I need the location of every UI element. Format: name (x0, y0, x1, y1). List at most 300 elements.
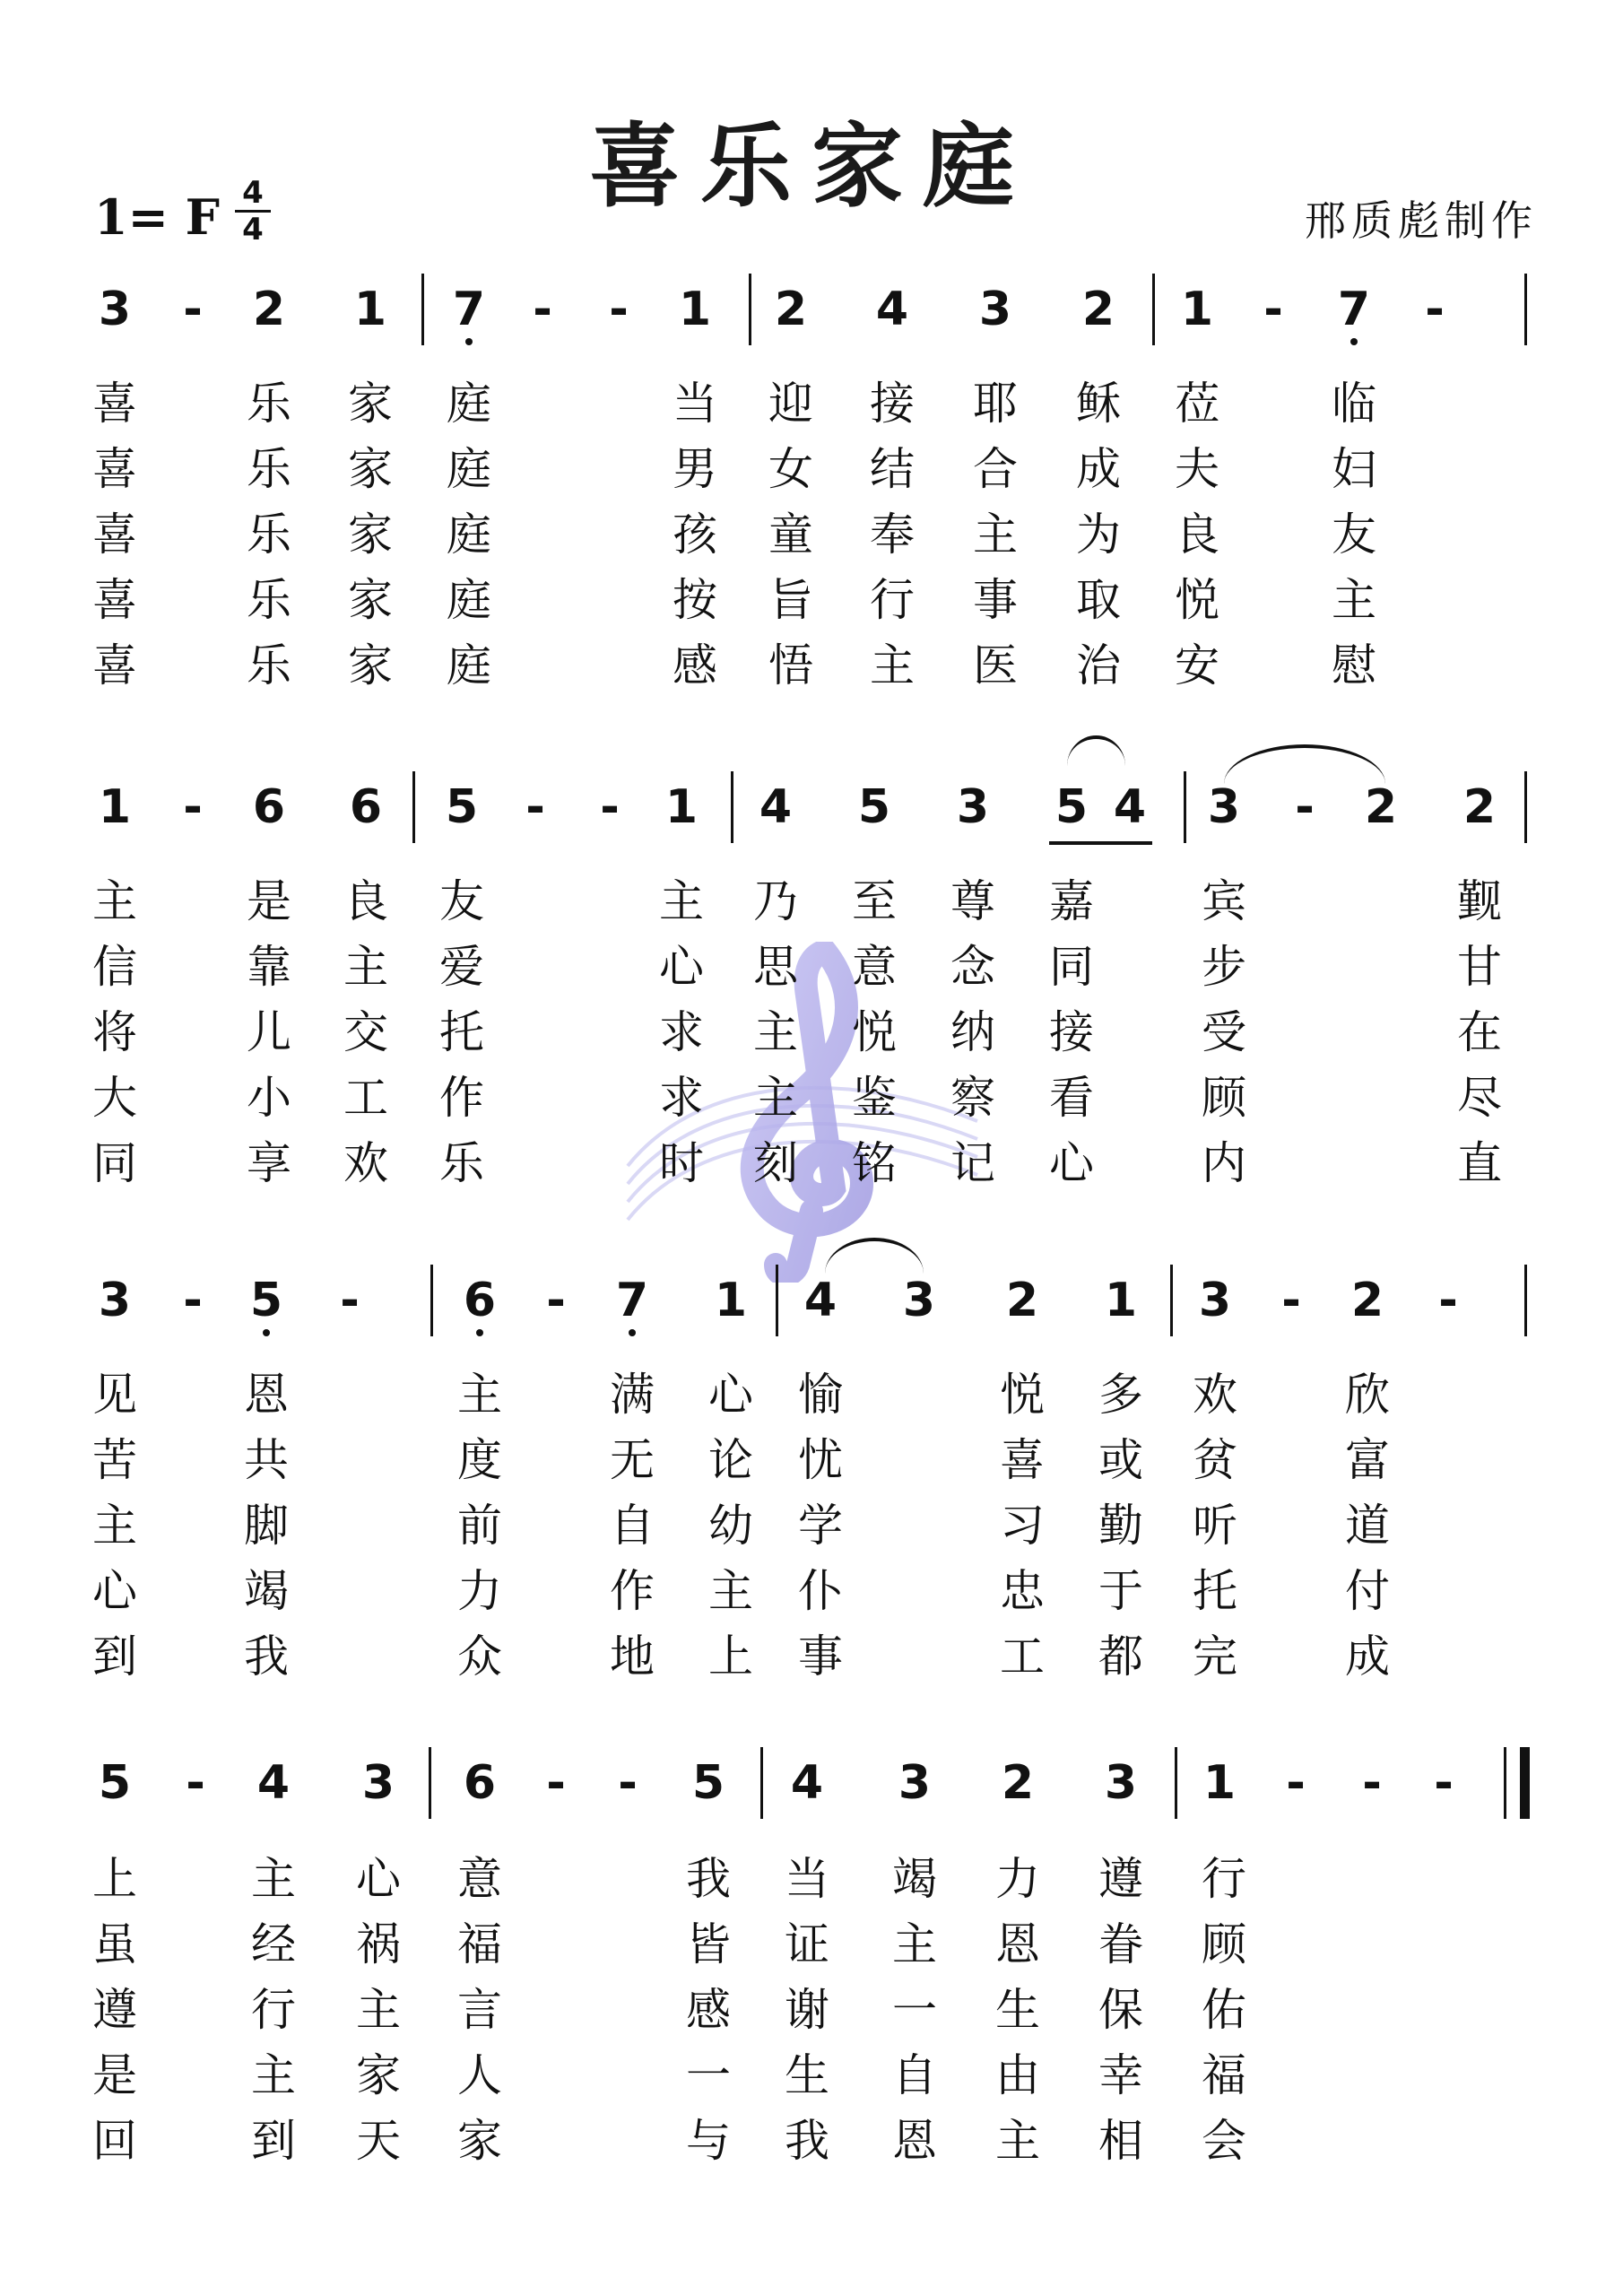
note-row (0, 1747, 1623, 1828)
lyric-char: 至 (852, 875, 897, 927)
note: 4 (875, 283, 909, 336)
lyric-char: 当 (785, 1853, 829, 1905)
lyric-char: 莅 (1175, 378, 1219, 430)
lyric-char: 悦 (1000, 1369, 1045, 1421)
lyric-char: 富 (1345, 1434, 1390, 1486)
dash-note: - (1434, 1756, 1454, 1810)
lyric-char: 行 (251, 1984, 296, 2036)
lyric-char: 言 (457, 1984, 502, 2036)
barline (1524, 771, 1527, 843)
lyric-char: 度 (457, 1434, 502, 1486)
lyric-char: 察 (950, 1072, 995, 1124)
lyric-char: 乐 (439, 1137, 484, 1189)
note: 5 (1055, 780, 1089, 834)
lyric-char: 心 (356, 1853, 401, 1905)
lyric-char: 无 (610, 1434, 655, 1486)
lyric-char: 前 (457, 1500, 502, 1552)
note: 3 (98, 1274, 132, 1327)
lyric-char: 苦 (92, 1434, 137, 1486)
barline (776, 1265, 778, 1336)
note: 3 (98, 283, 132, 336)
barline (1184, 771, 1186, 843)
note: 2 (1364, 780, 1398, 834)
lyric-char: 求 (659, 1006, 704, 1058)
lyric-char: 合 (973, 443, 1018, 495)
lyric-char: 喜 (92, 574, 137, 626)
lyric-char: 接 (1049, 1006, 1094, 1058)
lyric-char: 看 (1049, 1072, 1094, 1124)
lyric-char: 靠 (247, 941, 291, 993)
lyric-char: 良 (343, 875, 388, 927)
note: 4 (759, 780, 793, 834)
lyric-char: 力 (995, 1853, 1040, 1905)
lyric-char: 奉 (870, 509, 915, 561)
lyric-char: 满 (610, 1369, 655, 1421)
note: 5 (857, 780, 891, 834)
lyric-char: 论 (708, 1434, 753, 1486)
note: 2 (1005, 1274, 1039, 1327)
lyric-char: 乐 (247, 509, 291, 561)
lyric-char: 工 (1000, 1631, 1045, 1683)
note: 5 (445, 780, 479, 834)
lyric-char: 经 (251, 1918, 296, 1970)
lyric-char: 庭 (447, 443, 491, 495)
octave-dot (1350, 338, 1358, 345)
lyric-char: 家 (348, 574, 393, 626)
lyric-char: 家 (348, 509, 393, 561)
lyric-char: 心 (708, 1369, 753, 1421)
lyric-char: 求 (659, 1072, 704, 1124)
lyric-char: 将 (92, 1006, 137, 1058)
lyric-char: 男 (673, 443, 717, 495)
lyric-char: 儿 (247, 1006, 291, 1058)
lyric-char: 习 (1000, 1500, 1045, 1552)
lyric-char: 是 (247, 875, 291, 927)
lyric-char: 感 (686, 1984, 731, 2036)
note: 5 (98, 1756, 132, 1810)
dash-note: - (546, 1274, 566, 1327)
dash-note: - (1438, 1274, 1458, 1327)
lyric-char: 托 (439, 1006, 484, 1058)
lyric-char: 保 (1098, 1984, 1143, 2036)
lyric-char: 友 (439, 875, 484, 927)
dash-note: - (618, 1756, 638, 1810)
note: 3 (361, 1756, 395, 1810)
slur (1224, 744, 1385, 784)
lyric-char: 孩 (673, 509, 717, 561)
lyric-char: 友 (1332, 509, 1376, 561)
note: 3 (1198, 1274, 1232, 1327)
lyric-char: 遵 (92, 1984, 137, 2036)
author-credit: 邢质彪制作 (1305, 196, 1538, 245)
lyric-char: 证 (785, 1918, 829, 1970)
lyric-char: 勤 (1098, 1500, 1143, 1552)
lyric-char: 完 (1193, 1631, 1237, 1683)
barline (1170, 1265, 1173, 1336)
lyric-char: 甘 (1457, 941, 1502, 993)
lyric-char: 与 (686, 2115, 731, 2167)
lyric-char: 相 (1098, 2115, 1143, 2167)
lyric-char: 祸 (356, 1918, 401, 1970)
note: 5 (691, 1756, 725, 1810)
note: 1 (1180, 283, 1214, 336)
lyric-char: 记 (950, 1137, 995, 1189)
lyric-char: 忧 (798, 1434, 843, 1486)
lyric-char: 事 (973, 574, 1018, 626)
lyric-char: 同 (92, 1137, 137, 1189)
note: 6 (349, 780, 383, 834)
lyric-char: 到 (251, 2115, 296, 2167)
lyric-char: 作 (439, 1072, 484, 1124)
lyric-char: 旨 (768, 574, 813, 626)
lyric-char: 主 (356, 1984, 401, 2036)
lyric-char: 一 (686, 2049, 731, 2101)
lyric-char: 家 (356, 2049, 401, 2101)
lyric-char: 喜 (92, 639, 137, 691)
lyric-char: 心 (659, 941, 704, 993)
lyric-char: 嘉 (1049, 875, 1094, 927)
lyric-char: 工 (343, 1072, 388, 1124)
lyric-char: 心 (1049, 1137, 1094, 1189)
final-barline-thin (1504, 1747, 1506, 1819)
octave-dot (629, 1329, 636, 1336)
barline (430, 1265, 433, 1336)
lyric-char: 顾 (1202, 1072, 1246, 1124)
lyric-char: 听 (1193, 1500, 1237, 1552)
lyric-char: 妇 (1332, 443, 1376, 495)
lyric-char: 于 (1098, 1565, 1143, 1617)
lyric-char: 欢 (343, 1137, 388, 1189)
lyric-char: 家 (348, 443, 393, 495)
barline (1524, 1265, 1527, 1336)
lyric-char: 接 (870, 378, 915, 430)
lyric-char: 恩 (892, 2115, 937, 2167)
lyric-char: 上 (708, 1631, 753, 1683)
lyric-char: 自 (892, 2049, 937, 2101)
lyric-char: 幸 (1098, 2049, 1143, 2101)
lyric-char: 竭 (892, 1853, 937, 1905)
lyric-char: 庭 (447, 509, 491, 561)
lyric-char: 见 (92, 1369, 137, 1421)
lyric-char: 主 (457, 1369, 502, 1421)
lyric-char: 步 (1202, 941, 1246, 993)
dash-note: - (546, 1756, 566, 1810)
dash-note: - (533, 283, 552, 336)
lyric-char: 按 (673, 574, 717, 626)
lyric-char: 刻 (753, 1137, 798, 1189)
lyric-char: 尽 (1457, 1072, 1502, 1124)
lyric-char: 福 (1202, 2049, 1246, 2101)
lyric-char: 喜 (1000, 1434, 1045, 1486)
lyric-char: 主 (892, 1918, 937, 1970)
lyric-char: 或 (1098, 1434, 1143, 1486)
note: 7 (442, 283, 496, 336)
dash-note: - (1263, 283, 1283, 336)
note: 2 (1350, 1274, 1384, 1327)
lyric-char: 会 (1202, 2115, 1246, 2167)
note: 3 (902, 1274, 936, 1327)
lyric-char: 耶 (973, 378, 1018, 430)
lyric-char: 喜 (92, 378, 137, 430)
note: 1 (1104, 1274, 1138, 1327)
key-signature: 1= F (94, 188, 220, 246)
dash-note: - (183, 1274, 203, 1327)
lyric-char: 结 (870, 443, 915, 495)
dash-note: - (186, 1756, 205, 1810)
barline (1152, 274, 1155, 345)
lyric-char: 家 (348, 639, 393, 691)
note: 2 (1081, 283, 1115, 336)
lyric-char: 感 (673, 639, 717, 691)
lyric-char: 主 (343, 941, 388, 993)
eighth-note-underline (1049, 841, 1152, 845)
note: 7 (605, 1274, 659, 1327)
lyric-char: 顾 (1202, 1918, 1246, 1970)
lyric-char: 家 (348, 378, 393, 430)
lyric-char: 悦 (1175, 574, 1219, 626)
lyric-char: 我 (785, 2115, 829, 2167)
lyric-char: 庭 (447, 574, 491, 626)
lyric-char: 是 (92, 2049, 137, 2101)
lyric-char: 良 (1175, 509, 1219, 561)
lyric-char: 福 (457, 1918, 502, 1970)
lyric-char: 幼 (708, 1500, 753, 1552)
lyric-char: 念 (950, 941, 995, 993)
lyric-char: 稣 (1076, 378, 1121, 430)
octave-dot (476, 1329, 483, 1336)
lyric-char: 享 (247, 1137, 291, 1189)
lyric-char: 小 (247, 1072, 291, 1124)
dash-note: - (183, 283, 203, 336)
lyric-char: 信 (92, 941, 137, 993)
lyric-char: 家 (457, 2115, 502, 2167)
song-title: 喜乐家庭 (589, 113, 1034, 221)
lyric-char: 人 (457, 2049, 502, 2101)
note: 1 (664, 780, 699, 834)
dash-note: - (183, 780, 203, 834)
note: 4 (256, 1756, 291, 1810)
note: 2 (774, 283, 808, 336)
note: 6 (463, 1756, 497, 1810)
lyric-char: 觐 (1457, 875, 1502, 927)
lyric-char: 直 (1457, 1137, 1502, 1189)
lyric-char: 爱 (439, 941, 484, 993)
lyric-char: 思 (753, 941, 798, 993)
lyric-char: 宾 (1202, 875, 1246, 927)
note: 1 (678, 283, 712, 336)
lyric-char: 尊 (950, 875, 995, 927)
lyric-char: 主 (92, 1500, 137, 1552)
note: 1 (714, 1274, 748, 1327)
lyric-char: 行 (870, 574, 915, 626)
lyric-char: 行 (1202, 1853, 1246, 1905)
lyric-char: 上 (92, 1853, 137, 1905)
lyric-char: 治 (1076, 639, 1121, 691)
dash-note: - (525, 780, 545, 834)
lyric-char: 到 (92, 1631, 137, 1683)
note: 3 (956, 780, 990, 834)
time-signature-top: 4 (242, 175, 264, 211)
note: 3 (898, 1756, 932, 1810)
lyric-char: 主 (1332, 574, 1376, 626)
lyric-char: 乐 (247, 574, 291, 626)
lyric-char: 当 (673, 378, 717, 430)
lyric-char: 为 (1076, 509, 1121, 561)
lyric-char: 学 (798, 1500, 843, 1552)
barline (1175, 1747, 1177, 1819)
lyric-char: 主 (251, 1853, 296, 1905)
lyric-char: 天 (356, 2115, 401, 2167)
lyric-char: 庭 (447, 639, 491, 691)
barline (749, 274, 751, 345)
lyric-char: 佑 (1202, 1984, 1246, 2036)
lyric-char: 纳 (950, 1006, 995, 1058)
barline (760, 1747, 763, 1819)
note: 4 (790, 1756, 824, 1810)
octave-dot (263, 1329, 270, 1336)
dash-note: - (609, 283, 629, 336)
note: 3 (1207, 780, 1241, 834)
lyric-char: 受 (1202, 1006, 1246, 1058)
lyric-char: 道 (1345, 1500, 1390, 1552)
lyric-char: 欣 (1345, 1369, 1390, 1421)
lyric-char: 主 (659, 875, 704, 927)
slur (1067, 735, 1125, 766)
lyric-char: 迎 (768, 378, 813, 430)
lyric-char: 回 (92, 2115, 137, 2167)
lyric-char: 意 (852, 941, 897, 993)
lyric-char: 遵 (1098, 1853, 1143, 1905)
lyric-char: 悟 (768, 639, 813, 691)
note: 5 (239, 1274, 293, 1327)
lyric-char: 脚 (244, 1500, 289, 1552)
lyric-char: 喜 (92, 443, 137, 495)
lyric-char: 由 (995, 2049, 1040, 2101)
barline (1524, 274, 1527, 345)
lyric-char: 付 (1345, 1565, 1390, 1617)
lyric-char: 乐 (247, 639, 291, 691)
lyric-char: 愉 (798, 1369, 843, 1421)
dash-note: - (1295, 780, 1315, 834)
time-signature (235, 175, 271, 248)
lyric-char: 力 (457, 1565, 502, 1617)
lyric-char: 成 (1076, 443, 1121, 495)
lyric-char: 地 (610, 1631, 655, 1683)
lyric-char: 虽 (92, 1918, 137, 1970)
lyric-char: 托 (1193, 1565, 1237, 1617)
lyric-char: 成 (1345, 1631, 1390, 1683)
lyric-char: 医 (973, 639, 1018, 691)
lyric-char: 事 (798, 1631, 843, 1683)
lyric-char: 时 (659, 1137, 704, 1189)
note: 6 (453, 1274, 507, 1327)
lyric-char: 主 (708, 1565, 753, 1617)
lyric-char: 主 (870, 639, 915, 691)
note: 2 (1462, 780, 1497, 834)
lyric-char: 主 (753, 1072, 798, 1124)
octave-dot (465, 338, 473, 345)
final-barline-thick (1520, 1747, 1530, 1819)
lyric-char: 生 (785, 2049, 829, 2101)
barline (731, 771, 733, 843)
lyric-char: 交 (343, 1006, 388, 1058)
lyric-char: 生 (995, 1984, 1040, 2036)
note: 6 (252, 780, 286, 834)
dash-note: - (1362, 1756, 1382, 1810)
dash-note: - (1281, 1274, 1301, 1327)
lyric-char: 自 (610, 1500, 655, 1552)
lyric-char: 主 (995, 2115, 1040, 2167)
lyric-char: 童 (768, 509, 813, 561)
note: 1 (353, 283, 387, 336)
lyric-char: 谢 (785, 1984, 829, 2036)
lyric-char: 心 (92, 1565, 137, 1617)
lyric-char: 众 (457, 1631, 502, 1683)
lyric-char: 悦 (852, 1006, 897, 1058)
lyric-char: 临 (1332, 378, 1376, 430)
lyric-char: 忠 (1000, 1565, 1045, 1617)
lyric-char: 喜 (92, 509, 137, 561)
lyric-char: 仆 (798, 1565, 843, 1617)
lyric-char: 主 (753, 1006, 798, 1058)
lyric-char: 乐 (247, 378, 291, 430)
lyric-char: 乐 (247, 443, 291, 495)
note-row (0, 1265, 1623, 1345)
note-row (0, 771, 1623, 852)
dash-note: - (1425, 283, 1445, 336)
lyric-char: 在 (1457, 1006, 1502, 1058)
barline (412, 771, 415, 843)
lyric-char: 我 (686, 1853, 731, 1905)
lyric-char: 多 (1098, 1369, 1143, 1421)
dash-note: - (1286, 1756, 1306, 1810)
note: 2 (1001, 1756, 1035, 1810)
note: 1 (1202, 1756, 1237, 1810)
lyric-char: 女 (768, 443, 813, 495)
lyric-char: 庭 (447, 378, 491, 430)
lyric-char: 皆 (686, 1918, 731, 1970)
lyric-char: 鉴 (852, 1072, 897, 1124)
lyric-char: 铭 (852, 1137, 897, 1189)
note: 3 (1104, 1756, 1138, 1810)
lyric-char: 我 (244, 1631, 289, 1683)
lyric-char: 都 (1098, 1631, 1143, 1683)
lyric-char: 恩 (244, 1369, 289, 1421)
note: 2 (252, 283, 286, 336)
lyric-char: 主 (251, 2049, 296, 2101)
lyric-char: 贫 (1193, 1434, 1237, 1486)
lyric-char: 大 (92, 1072, 137, 1124)
lyric-char: 夫 (1175, 443, 1219, 495)
lyric-char: 竭 (244, 1565, 289, 1617)
lyric-char: 内 (1202, 1137, 1246, 1189)
lyric-char: 同 (1049, 941, 1094, 993)
note: 3 (978, 283, 1012, 336)
note: 1 (98, 780, 132, 834)
lyric-char: 乃 (753, 875, 798, 927)
note: 4 (1113, 780, 1147, 834)
lyric-char: 取 (1076, 574, 1121, 626)
lyric-char: 眷 (1098, 1918, 1143, 1970)
lyric-char: 恩 (995, 1918, 1040, 1970)
lyric-char: 主 (973, 509, 1018, 561)
note-row (0, 274, 1623, 354)
lyric-char: 慰 (1332, 639, 1376, 691)
barline (421, 274, 424, 345)
barline (429, 1747, 431, 1819)
lyric-char: 欢 (1193, 1369, 1237, 1421)
lyric-char: 主 (92, 875, 137, 927)
